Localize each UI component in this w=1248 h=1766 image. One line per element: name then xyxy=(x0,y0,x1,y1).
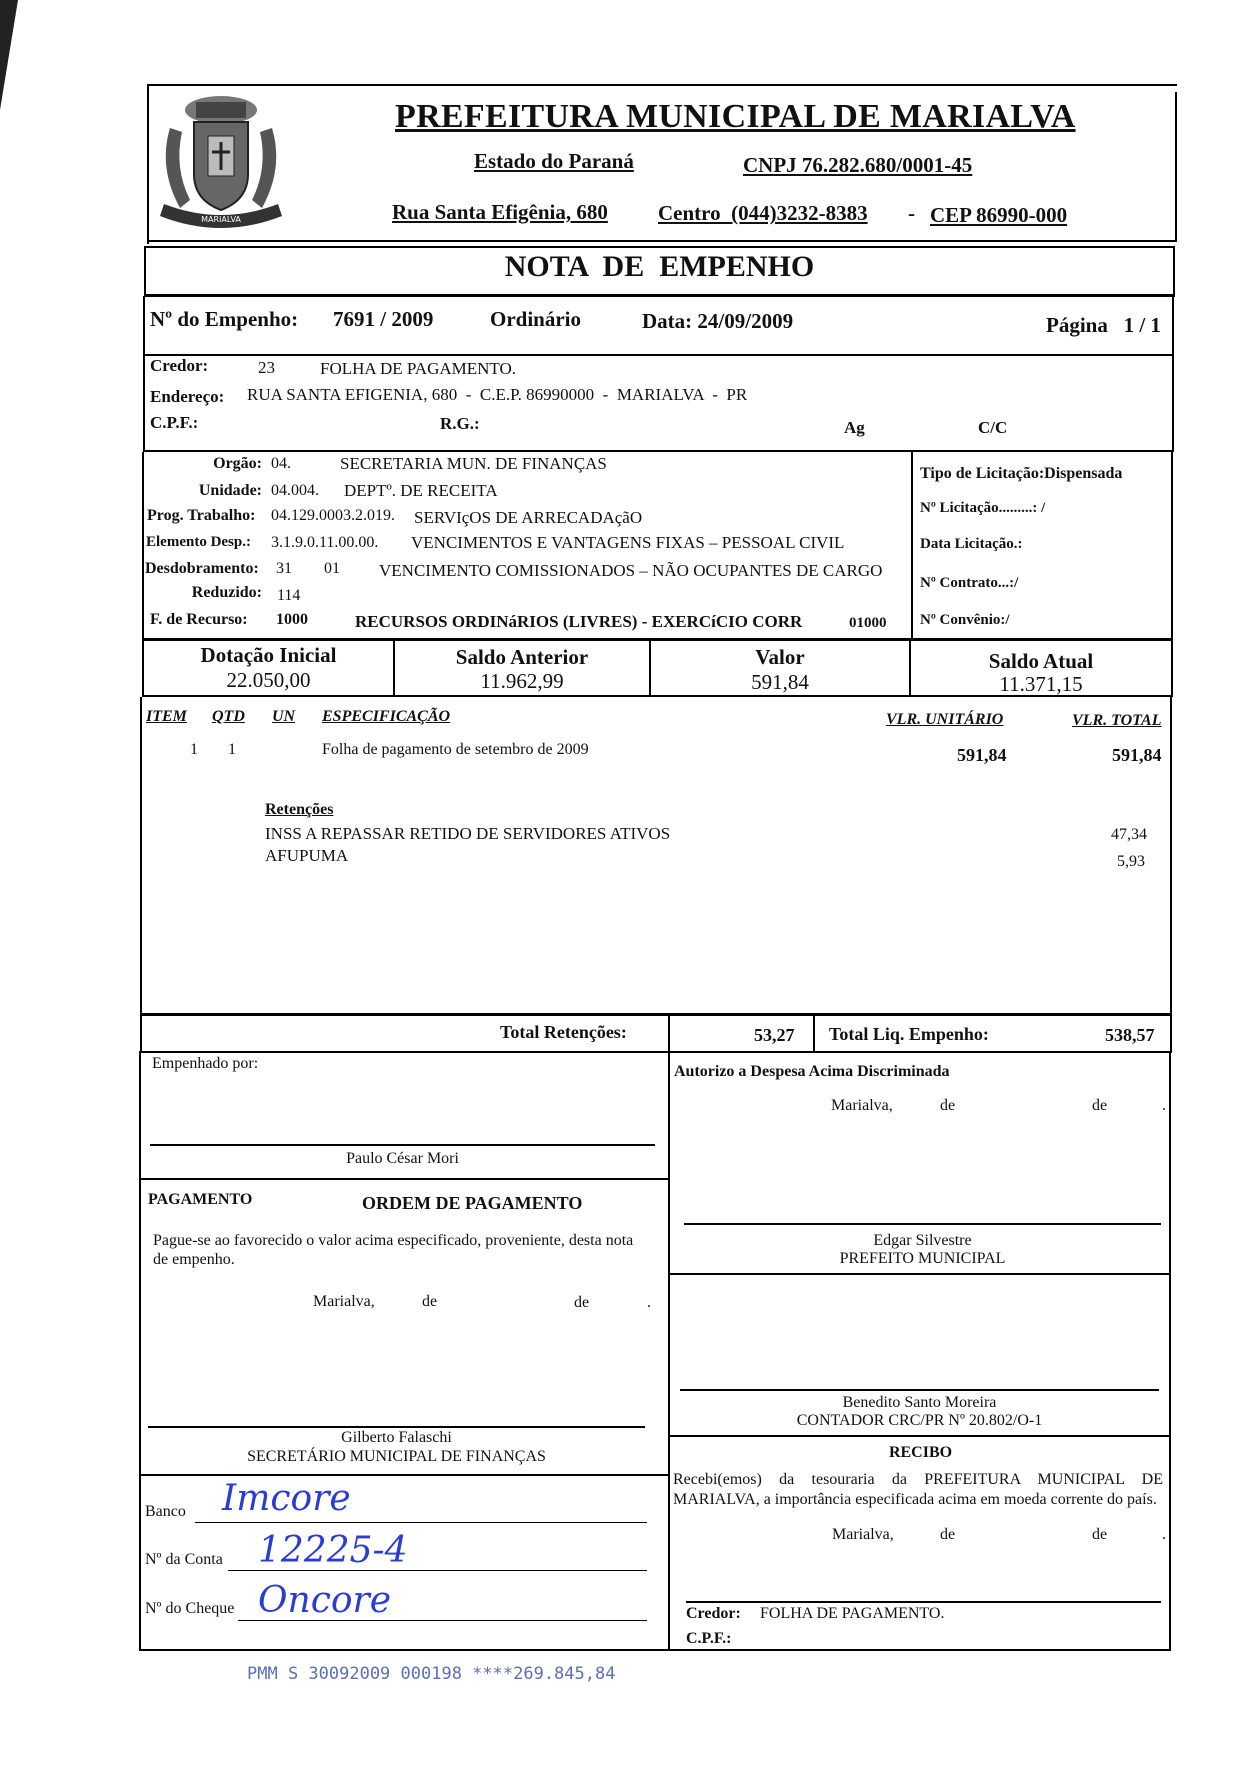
address-district-phone: Centro (044)3232-8383 xyxy=(658,201,868,225)
pagamento-label: PAGAMENTO xyxy=(148,1191,253,1208)
date-dot: . xyxy=(1162,1097,1166,1114)
saldo-anterior-value: 11.962,99 xyxy=(480,669,564,693)
address-separator: - xyxy=(908,201,915,225)
date-de: de xyxy=(1092,1526,1108,1543)
col-header-item: ITEM xyxy=(146,708,187,725)
retencao-desc: INSS A REPASSAR RETIDO DE SERVIDORES ATIVOS xyxy=(265,824,671,843)
credor-code: 23 xyxy=(258,358,275,377)
col-header-vlr-total: VLR. TOTAL xyxy=(1072,712,1162,729)
document-title: NOTA DE EMPENHO xyxy=(504,250,815,283)
unidade-label: Unidade: xyxy=(198,482,262,499)
endereco-label: Endereço: xyxy=(150,387,225,406)
banco-label: Banco xyxy=(145,1503,186,1520)
orgao-value: SECRETARIA MUN. DE FINANÇAS xyxy=(340,454,607,473)
marialva-label: Marialva, xyxy=(832,1526,894,1543)
elemento-label: Elemento Desp.: xyxy=(146,534,251,550)
recibo-credor-label: Credor: xyxy=(686,1605,741,1622)
col-header-un: UN xyxy=(272,708,296,725)
numero-convenio: Nº Convênio:/ xyxy=(920,612,1010,628)
cpf-label: C.P.F.: xyxy=(150,413,199,432)
conta-label: Nº da Conta xyxy=(145,1551,223,1568)
recibo-cpf-label: C.P.F.: xyxy=(686,1630,732,1647)
desdobramento-b: 01 xyxy=(324,560,340,577)
contador-name: Benedito Santo Moreira xyxy=(842,1394,997,1411)
page-number: Página 1 / 1 xyxy=(1046,313,1161,337)
contador-title: CONTADOR CRC/PR Nº 20.802/O-1 xyxy=(796,1412,1043,1429)
item-description: Folha de pagamento de setembro de 2009 xyxy=(322,741,589,758)
item-total-value: 591,84 xyxy=(1112,745,1162,765)
prog-value: SERVIçOS DE ARRECADAçãO xyxy=(414,508,643,527)
col-header-especificacao: ESPECIFICAÇÃO xyxy=(322,708,451,725)
dotacao-label: Dotação Inicial xyxy=(200,643,337,667)
retencao-value: 5,93 xyxy=(1117,853,1145,870)
unidade-value: DEPTº. DE RECEITA xyxy=(344,481,498,500)
cc-label: C/C xyxy=(978,418,1008,437)
item-qtd: 1 xyxy=(228,741,236,758)
reduzido-value: 114 xyxy=(277,587,301,604)
total-liquido-label: Total Liq. Empenho: xyxy=(829,1024,989,1044)
numero-contrato: Nº Contrato...:/ xyxy=(920,575,1019,591)
ag-label: Ag xyxy=(844,418,865,437)
total-liquido-value: 538,57 xyxy=(1105,1025,1155,1045)
pague-text: Pague-se ao favorecido o valor acima especificado, proveniente, desta nota de empenho. xyxy=(153,1232,634,1268)
bank-stamp: PMM S 30092009 000198 ****269.845,84 xyxy=(247,1664,616,1684)
crest-icon xyxy=(150,88,292,240)
item-number: 1 xyxy=(190,741,198,758)
conta-handwritten: 12225-4 xyxy=(258,1530,408,1571)
valor-label: Valor xyxy=(755,645,805,669)
cnpj-label: CNPJ 76.282.680/0001-45 xyxy=(743,153,973,177)
desdobramento-a: 31 xyxy=(276,560,292,577)
total-retencoes-value: 53,27 xyxy=(754,1025,795,1045)
prefeito-name: Edgar Silvestre xyxy=(873,1232,972,1249)
dotacao-value: 22.050,00 xyxy=(226,668,311,692)
date-de: de xyxy=(574,1294,590,1311)
date-de: de xyxy=(422,1293,438,1310)
tipo-licitacao: Tipo de Licitação:Dispensada xyxy=(920,465,1123,482)
recurso-extra: 01000 xyxy=(849,615,887,631)
unidade-code: 04.004. xyxy=(271,482,319,499)
elemento-value: VENCIMENTOS E VANTAGENS FIXAS – PESSOAL CIVIL xyxy=(411,533,845,552)
col-header-vlr-unitario: VLR. UNITÁRIO xyxy=(886,711,1004,728)
date-de: de xyxy=(940,1097,956,1114)
empenhado-label: Empenhado por: xyxy=(152,1055,259,1072)
data-licitacao: Data Licitação.: xyxy=(920,536,1023,552)
recurso-code: 1000 xyxy=(276,611,308,628)
empenhado-name: Paulo César Mori xyxy=(346,1150,459,1167)
saldo-atual-value: 11.371,15 xyxy=(999,672,1083,696)
recurso-value: RECURSOS ORDINáRIOS (LIVRES) - EXERCíCIO CORR xyxy=(355,612,803,631)
saldo-anterior-label: Saldo Anterior xyxy=(455,645,589,669)
scan-shadow xyxy=(0,0,18,110)
secretario-title: SECRETÁRIO MUNICIPAL DE FINANÇAS xyxy=(247,1448,546,1465)
autorizo-label: Autorizo a Despesa Acima Discriminada xyxy=(674,1063,950,1080)
elemento-code: 3.1.9.0.11.00.00. xyxy=(271,534,379,551)
col-header-qtd: QTD xyxy=(212,708,245,725)
prog-label: Prog. Trabalho: xyxy=(147,507,256,524)
date-de: de xyxy=(1092,1097,1108,1114)
recurso-label: F. de Recurso: xyxy=(150,611,248,628)
reduzido-label: Reduzido: xyxy=(191,584,262,601)
marialva-label: Marialva, xyxy=(831,1097,893,1114)
empenho-date: Data: 24/09/2009 xyxy=(642,309,794,333)
saldo-atual-label: Saldo Atual xyxy=(988,649,1094,673)
recibo-text: Recebi(emos) da tesouraria da PREFEITURA MUNICIPAL DE MARIALVA, a importância especificada acima em moeda corrente do país. xyxy=(673,1471,1163,1508)
endereco-value: RUA SANTA EFIGENIA, 680 - C.E.P. 86990000 - MARIALVA - PR xyxy=(247,385,748,404)
total-retencoes-label: Total Retenções: xyxy=(500,1022,627,1042)
ordem-pagamento-title: ORDEM DE PAGAMENTO xyxy=(362,1193,583,1213)
credor-label: Credor: xyxy=(150,356,209,375)
empenho-type: Ordinário xyxy=(490,307,582,331)
svg-text:MARIALVA: MARIALVA xyxy=(201,215,241,224)
cheque-handwritten: Oncore xyxy=(258,1580,392,1621)
rg-label: R.G.: xyxy=(440,414,480,433)
date-dot: . xyxy=(1162,1526,1166,1543)
recibo-title: RECIBO xyxy=(888,1444,953,1461)
recibo-credor-name: FOLHA DE PAGAMENTO. xyxy=(760,1605,945,1622)
secretario-name: Gilberto Falaschi xyxy=(341,1429,452,1446)
marialva-label: Marialva, xyxy=(313,1293,375,1310)
date-dot: . xyxy=(647,1294,651,1311)
retencoes-title: Retenções xyxy=(265,801,334,818)
state-label: Estado do Paraná xyxy=(474,149,634,173)
retencao-value: 47,34 xyxy=(1111,826,1147,843)
page-title: PREFEITURA MUNICIPAL DE MARIALVA xyxy=(395,98,1076,135)
orgao-label: Orgão: xyxy=(213,455,262,472)
address-cep: CEP 86990-000 xyxy=(930,203,1068,227)
retencao-desc: AFUPUMA xyxy=(265,846,349,865)
desdobramento-label: Desdobramento: xyxy=(145,560,259,577)
cheque-label: Nº do Cheque xyxy=(145,1600,235,1617)
prefeito-title: PREFEITO MUNICIPAL xyxy=(839,1250,1006,1267)
desdobramento-value: VENCIMENTO COMISSIONADOS – NÃO OCUPANTES DE CARGO xyxy=(379,561,883,580)
valor-value: 591,84 xyxy=(751,670,809,694)
item-unit-value: 591,84 xyxy=(957,745,1007,765)
empenho-number: 7691 / 2009 xyxy=(333,307,434,331)
credor-name: FOLHA DE PAGAMENTO. xyxy=(320,359,516,378)
prog-code: 04.129.0003.2.019. xyxy=(271,507,395,524)
date-de: de xyxy=(940,1526,956,1543)
numero-licitacao: Nº Licitação.........: / xyxy=(920,500,1046,516)
orgao-code: 04. xyxy=(271,455,291,472)
empenho-number-label: Nº do Empenho: xyxy=(150,307,299,331)
banco-handwritten: Imcore xyxy=(222,1478,351,1519)
address-street: Rua Santa Efigênia, 680 xyxy=(392,200,608,224)
